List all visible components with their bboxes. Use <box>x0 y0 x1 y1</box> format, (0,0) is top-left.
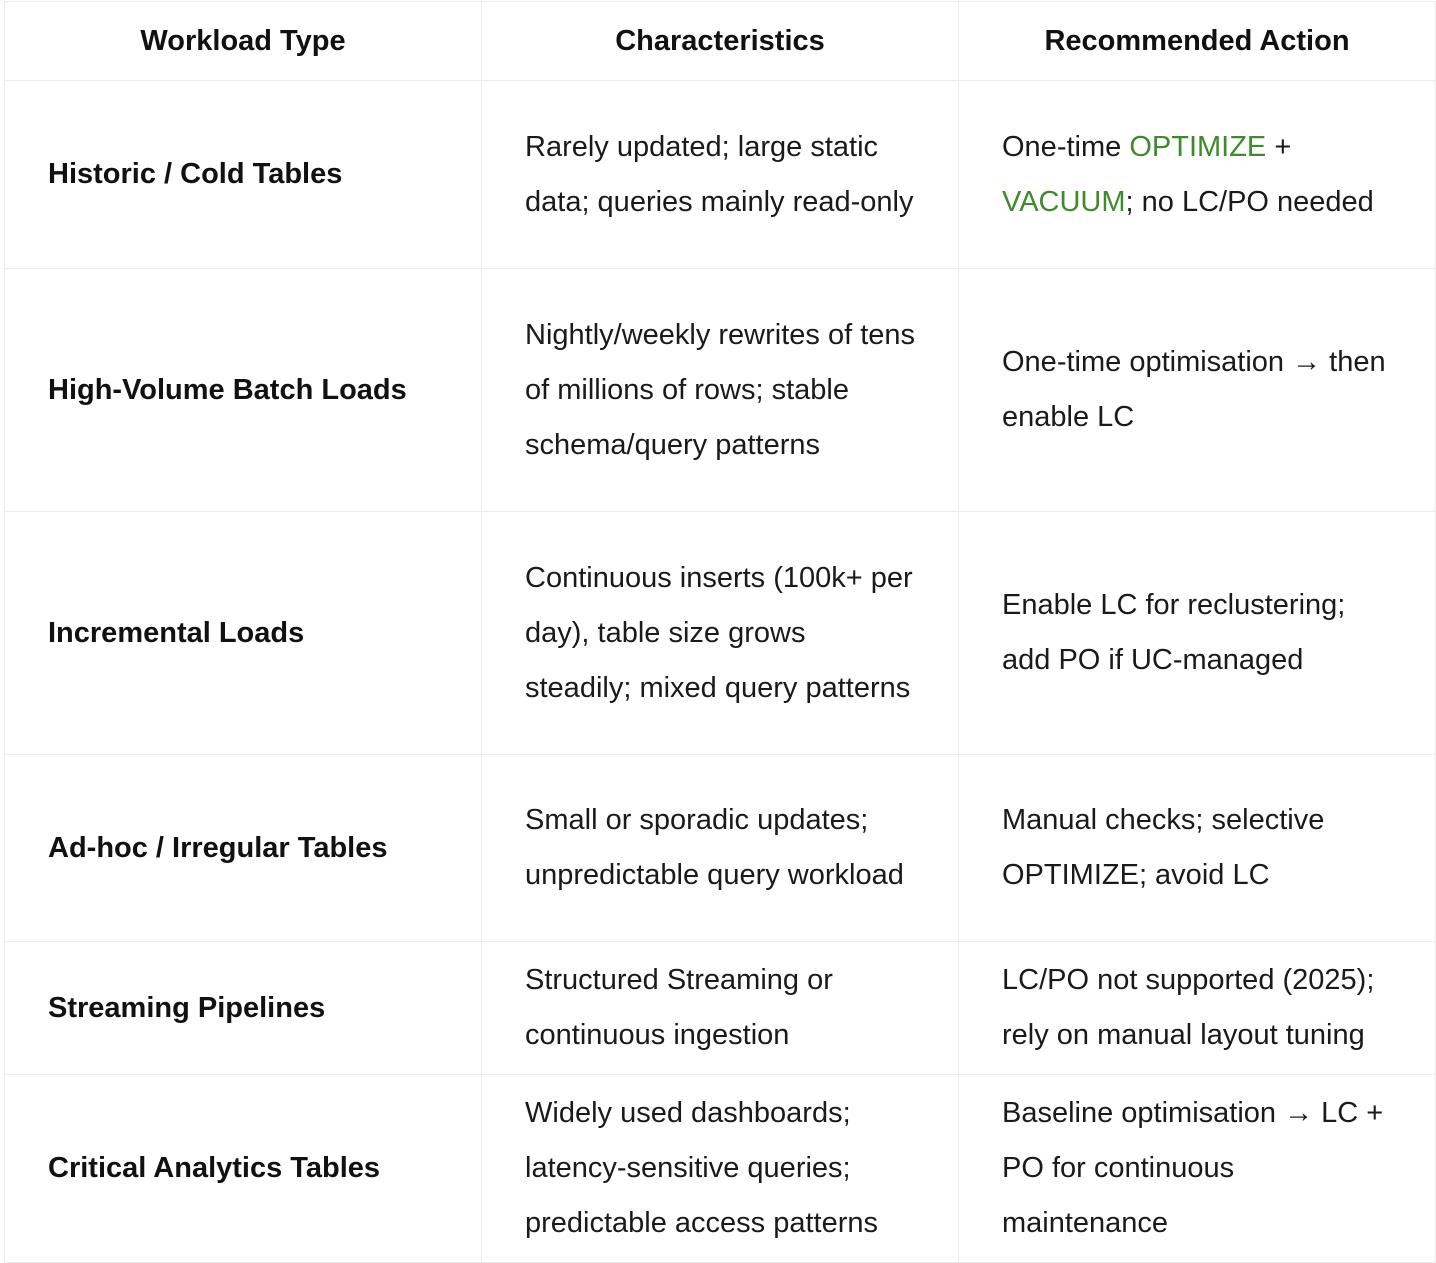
optimize-code: OPTIMIZE <box>1129 130 1267 163</box>
characteristics-cell: Rarely updated; large static data; queries mainly read-only <box>482 81 959 269</box>
header-recommended-action: Recommended Action <box>959 2 1436 81</box>
action-text: ; no LC/PO needed <box>1125 185 1374 218</box>
action-text: One-time <box>1002 130 1130 163</box>
workload-type-cell: Critical Analytics Tables <box>5 1075 482 1263</box>
table-row <box>5 1075 1436 1263</box>
workload-table <box>4 1 1436 1263</box>
recommended-action-cell: Manual checks; selective OPTIMIZE; avoid LC <box>959 755 1436 942</box>
table-row <box>5 269 1436 512</box>
recommended-action-cell: Baseline optimisation → LC + PO for continuous maintenance <box>959 1075 1436 1263</box>
header-workload-type: Workload Type <box>5 2 482 81</box>
characteristics-cell: Nightly/weekly rewrites of tens of millions of rows; stable schema/query patterns <box>482 269 959 512</box>
table-row <box>5 81 1436 269</box>
header-characteristics: Characteristics <box>482 2 959 81</box>
table-row <box>5 755 1436 942</box>
workload-type-cell: Incremental Loads <box>5 512 482 755</box>
characteristics-cell: Widely used dashboards; latency-sensitive queries; predictable access patterns <box>482 1075 959 1263</box>
workload-type-cell: High-Volume Batch Loads <box>5 269 482 512</box>
header-row <box>5 2 1436 81</box>
table-row <box>5 942 1436 1075</box>
characteristics-cell: Continuous inserts (100k+ per day), table size grows steadily; mixed query patterns <box>482 512 959 755</box>
characteristics-cell: Small or sporadic updates; unpredictable query workload <box>482 755 959 942</box>
workload-type-cell: Historic / Cold Tables <box>5 81 482 269</box>
vacuum-code: VACUUM <box>1002 185 1126 218</box>
recommended-action-cell: One-time optimisation → then enable LC <box>959 269 1436 512</box>
recommended-action-cell <box>959 81 1436 269</box>
recommended-action-cell: LC/PO not supported (2025); rely on manual layout tuning <box>959 942 1436 1075</box>
recommended-action-cell: Enable LC for reclustering; add PO if UC-managed <box>959 512 1436 755</box>
workload-type-cell: Ad-hoc / Irregular Tables <box>5 755 482 942</box>
workload-type-cell: Streaming Pipelines <box>5 942 482 1075</box>
table-row <box>5 512 1436 755</box>
characteristics-cell: Structured Streaming or continuous ingestion <box>482 942 959 1075</box>
action-text: + <box>1266 130 1292 163</box>
